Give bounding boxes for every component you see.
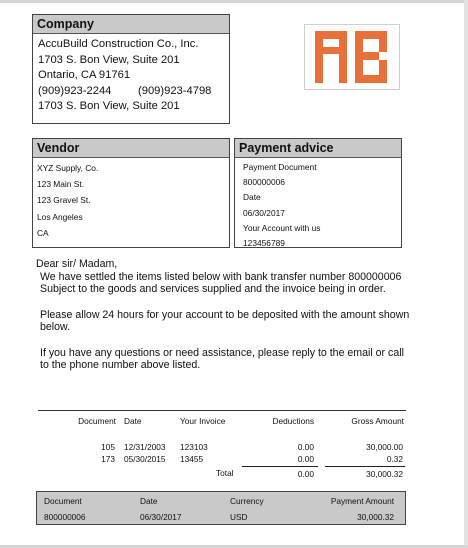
deductions-total-rule [242,466,318,467]
company-box [32,14,230,124]
page-right-edge [464,0,468,548]
vendor-name: XYZ Supply, Co. [37,163,99,173]
row-document: 105 [101,442,115,452]
company-heading: Company [33,15,229,34]
summary-header-currency: Currency [230,496,264,506]
letter-paragraph: If you have any questions or need assistance, please reply to the email or call to the phone number above listed. [40,346,404,371]
total-gross: 30,000.32 [366,469,403,479]
vendor-heading: Vendor [33,139,229,158]
row-date: 12/31/2003 [124,442,166,452]
company-city-line: Ontario, CA 91761 [38,69,131,81]
payment-advice-heading: Payment advice [235,139,401,158]
row-gross: 0.32 [386,454,403,464]
vendor-box [32,138,230,248]
gross-total-rule [325,466,405,467]
company-fax: (909)923-4798 [138,84,212,97]
vendor-details [33,158,229,241]
letter-paragraph: We have settled the items listed below with bank transfer number 800000006 Subject to the goods and services supplied and the invoice being in order. [40,270,402,295]
payment-date-label: Date [243,192,261,203]
summary-amount: 30,000.32 [357,512,394,522]
summary-header-date: Date [140,496,158,506]
payment-date-value: 06/30/2017 [243,207,285,218]
company-phone: (909)923-2244 [38,84,112,97]
column-header-date: Date [124,416,142,426]
vendor-address-line: 123 Gravel St. [37,195,91,206]
letter-greeting: Dear sir/ Madam, [36,258,118,270]
company-address-line: 1703 S. Bon View, Suite 201 [38,53,180,66]
row-deductions: 0.00 [297,454,314,464]
payment-document-label: Payment Document [243,162,317,172]
total-label: Total [216,468,234,478]
letter-paragraph: Please allow 24 hours for your account to be deposited with the amount shown below. [40,308,410,333]
letter-body [34,258,414,372]
summary-document: 800000006 [44,512,86,522]
summary-currency: USD [230,512,248,522]
row-invoice: 13455 [180,454,204,464]
table-divider [38,410,406,411]
row-gross: 30,000.00 [366,442,403,452]
row-date: 05/30/2015 [124,454,166,464]
company-name: AccuBuild Construction Co., Inc. [38,38,199,50]
company-details [33,34,229,115]
vendor-city: Los Angeles [37,211,83,222]
row-deductions: 0.00 [297,442,314,452]
company-phones [38,84,229,100]
column-header-gross: Gross Amount [351,416,404,426]
column-header-document: Document [78,416,116,426]
account-number: 123456789 [243,238,285,249]
payment-advice-box [234,138,402,248]
total-deductions: 0.00 [297,469,314,479]
payment-document-number: 800000006 [243,177,285,188]
summary-header-amount: Payment Amount [330,496,394,506]
row-document: 173 [101,454,115,464]
account-label: Your Account with us [243,222,321,233]
payment-advice-details [235,158,401,251]
company-logo [304,24,400,90]
column-header-invoice: Your Invoice [180,416,226,426]
summary-header-document: Document [44,496,82,506]
summary-date: 06/30/2017 [140,512,182,522]
vendor-state: CA [37,227,49,238]
column-header-deductions: Deductions [272,416,314,426]
payment-summary [36,491,406,525]
company-address-repeat: 1703 S. Bon View, Suite 201 [38,100,180,112]
page-top-edge [0,0,468,3]
row-invoice: 123103 [180,442,208,452]
vendor-address-line: 123 Main St. [37,179,85,190]
